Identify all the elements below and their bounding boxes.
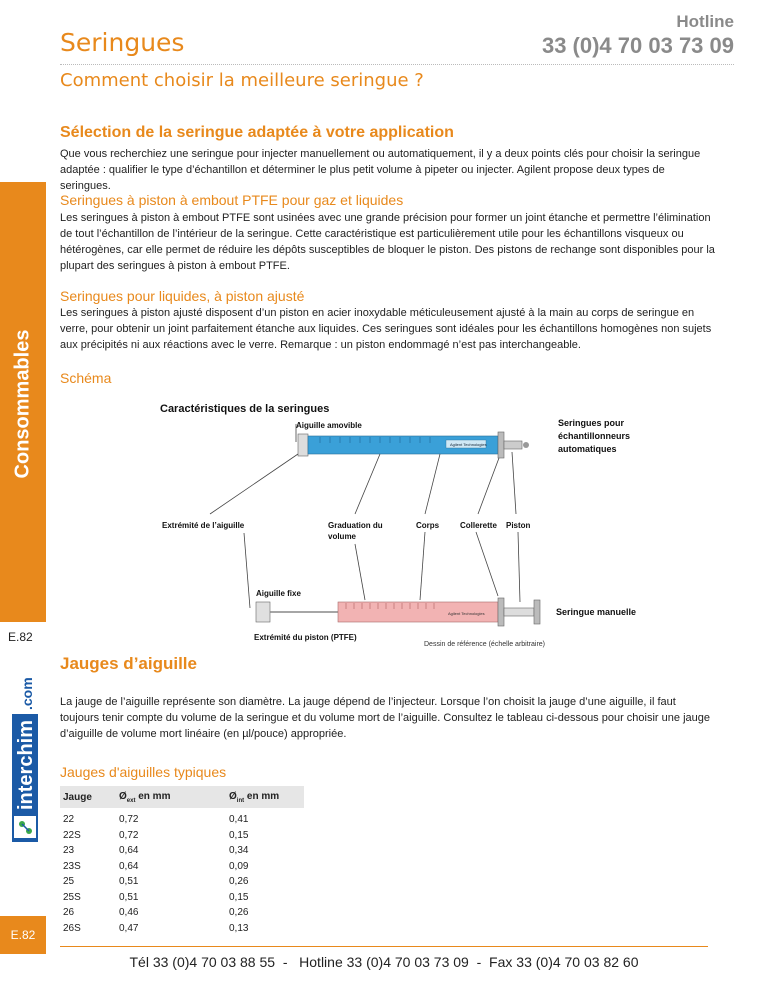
interchim-logo: [10, 676, 40, 846]
sidebar-label: Consommables: [11, 329, 34, 479]
svg-text:interchim: interchim: [15, 719, 37, 810]
col-diam-int: $Ø_{int}$ en mm: [229, 790, 280, 804]
diagram-title: Caractéristiques de la seringues: [160, 403, 330, 415]
table-row: 23 0,64 0,34: [63, 845, 249, 857]
section-ptfe-heading: Seringues à piston à embout PTFE pour gaz et liquides: [60, 192, 404, 208]
label-seringues-auto-1: Seringues pour: [558, 418, 625, 428]
sidebar-tab: [0, 182, 46, 622]
label-corps: Corps: [416, 521, 440, 530]
label-extremite-aiguille: Extrémité de l’aiguille: [162, 521, 245, 530]
section-selection-body: Que vous recherchiez une seringue pour injecter manuellement ou automatiquement, il y a deux points clés pour choisir la seringue adaptée : qualifier le type d’échantillon et déterminer le plus petit volume à pipeter ou injecter. Agilent propose deux types de seringues.: [60, 148, 701, 192]
hotline-label: Hotline: [676, 12, 734, 31]
syringe-diagram: [150, 396, 650, 650]
top-brand: Agilent Technologies: [450, 442, 487, 447]
label-seringue-manuelle: Seringue manuelle: [556, 607, 637, 617]
top-syringe-hub: [298, 434, 308, 456]
bottom-brand: Agilent Technologies: [448, 611, 485, 616]
table-row: 26S 0,47 0,13: [63, 922, 249, 934]
header-divider: [60, 64, 734, 65]
table-row: 25 0,51 0,26: [63, 876, 249, 888]
table-row: 23S 0,64 0,09: [63, 860, 249, 872]
page-ref-bottom: E.82: [0, 916, 46, 954]
section-liquids-body: Les seringues à piston ajusté disposent d’un piston en acier inoxydable méticuleusement ajusté à la main au corps de seringue en verre, pour obtenir un joint parfaitement étanche aux liquides. Ces seringues sont idéales pour les échantillons homogènes non sujets aux précipités ni aux réactions avec le verre. Remarque : un piston endommagé n’est pas interchangeable.: [60, 307, 712, 351]
jauges-heading: Jauges d’aiguille: [60, 654, 197, 673]
jauges-table-heading: Jauges d'aiguilles typiques: [60, 764, 227, 780]
label-piston: Piston: [506, 521, 531, 530]
table-row: 22 0,72 0,41: [63, 814, 249, 826]
label-extremite-piston: Extrémité du piston (PTFE): [254, 633, 357, 642]
table-row: 22S 0,72 0,15: [63, 829, 249, 841]
label-graduation-1: Graduation du: [328, 521, 383, 530]
page-subtitle: Comment choisir la meilleure seringue ?: [60, 70, 424, 91]
col-diam-ext: $Ø_{ext}$ en mm: [119, 790, 171, 804]
top-syringe-flange: [498, 432, 504, 458]
jauges-body: La jauge de l’aiguille représente son diamètre. La jauge dépend de l’injecteur. Lorsque l’on choisit la jauge d’une aiguille, il faut toujours tenir compte du volume de la seringue et du volume mort de l’aiguille. Consultez le tableau ci-dessous pour choisir une jauge d’aiguille de volume mort linéaire (en µl/pouce) appropriée.: [60, 696, 710, 740]
hotline-number: 33 (0)4 70 03 73 09: [541, 33, 734, 58]
page-title: Seringues: [60, 28, 185, 57]
col-jauge: Jauge: [63, 791, 92, 803]
page-ref-top: E.82: [8, 630, 33, 644]
label-seringues-auto-2: échantillonneurs: [558, 431, 631, 441]
footer-contact: Tél 33 (0)4 70 03 88 55 - Hotline 33 (0)4 70 03 73 09 - Fax 33 (0)4 70 03 82 60: [129, 954, 639, 970]
section-selection-heading: Sélection de la seringue adaptée à votre application: [60, 124, 454, 141]
bottom-syringe-hub: [256, 602, 270, 622]
bottom-syringe-flange: [498, 598, 504, 626]
bottom-syringe-plunger: [504, 608, 534, 616]
table-row: 26 0,46 0,26: [63, 907, 249, 919]
label-graduation-2: volume: [328, 532, 357, 541]
section-liquids-heading: Seringues pour liquides, à piston ajusté: [60, 288, 305, 304]
svg-text:.com: .com: [19, 677, 35, 710]
footer-divider: [60, 946, 708, 947]
label-aiguille-amovible: Aiguille amovible: [296, 421, 362, 430]
label-collerette: Collerette: [460, 521, 497, 530]
schema-heading: Schéma: [60, 370, 112, 386]
label-seringues-auto-3: automatiques: [558, 444, 617, 454]
table-header: [60, 786, 304, 808]
top-syringe-plunger: [504, 441, 522, 449]
label-aiguille-fixe: Aiguille fixe: [256, 589, 301, 598]
label-dessin-reference: Dessin de référence (échelle arbitraire): [424, 641, 545, 648]
table-row: 25S 0,51 0,15: [63, 891, 249, 903]
jauges-table: [60, 786, 304, 936]
section-ptfe-body: Les seringues à piston à embout PTFE sont usinées avec une grande précision pour former un joint étanche et permettre l’élimination de tout l’échantillon de l’intérieur de la seringue. Cette caractéristique est particulièrement utile pour les échantillons visqueux ou hétérogènes, car elle permet de réduire les dépôts susceptibles de bloquer le piston. Des pistons de rechange sont disponibles pour la plupart des seringues à piston à embout PTFE.: [60, 212, 715, 272]
